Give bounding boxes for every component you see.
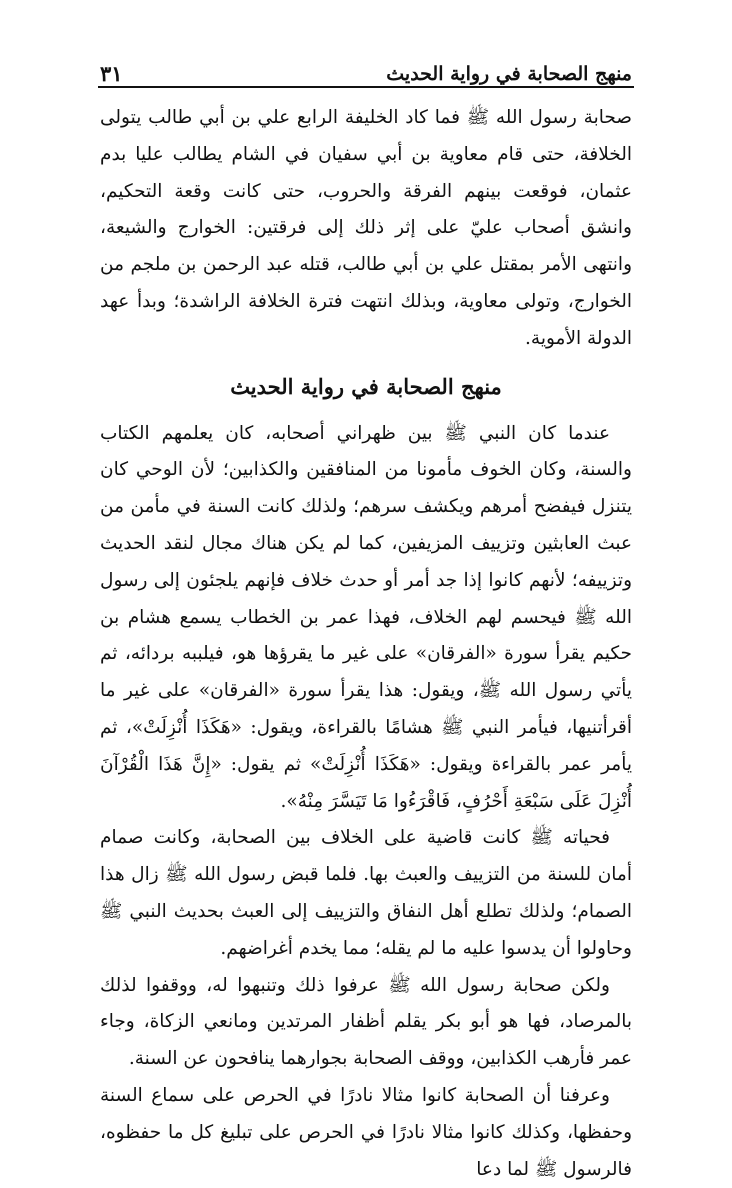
running-header-title: منهج الصحابة في رواية الحديث [386,63,632,85]
body-paragraph: صحابة رسول الله ﷺ فما كاد الخليفة الرابع علي بن أبي طالب يتولى الخلافة، حتى قام معاوية بن أبي سفيان في الشام يطالب عليا بدم عثمان، فوقعت بينهم الفرقة والحروب، حتى كانت وقعة التحكيم، وانشق أصحاب عليّ على إثر ذلك إلى فرقتين: الخوارج والشيعة، وانتهى الأمر بمقتل علي بن أبي طالب، قتله عبد الرحمن بن ملجم من الخوارج، وتولى معاوية، وبذلك انتهت فترة الخلافة الراشدة؛ وبدأ عهد الدولة الأموية. [100,107,632,349]
header-divider [98,86,634,88]
section-heading: منهج الصحابة في رواية الحديث [230,373,502,399]
running-header [100,50,632,84]
page-number: ٣١ [100,61,123,86]
page-body [100,100,632,1188]
body-paragraph: فحياته ﷺ كانت قاضية على الخلاف بين الصحابة، وكانت صمام أمان للسنة من التزييف والعبث بها. فلما قبض رسول الله ﷺ زال هذا الصمام؛ ولذلك تطلع أهل النفاق والتزييف إلى العبث بحديث النبي ﷺ وحاولوا أن يدسوا عليه ما لم يقله؛ مما يخدم أغراضهم. [100,827,632,959]
body-paragraph: وعرفنا أن الصحابة كانوا مثالا نادرًا في الحرص على سماع السنة وحفظها، وكذلك كانوا مثالا نادرًا في الحرص على تبليغ كل ما حفظوه، فالرسول ﷺ لما دعا [100,1084,632,1180]
body-paragraph: ولكن صحابة رسول الله ﷺ عرفوا ذلك وتنبهوا له، ووقفوا لذلك بالمرصاد، فها هو أبو بكر يقلم أظفار المرتدين ومانعي الزكاة، وجاء عمر فأرهب الكذابين، ووقف الصحابة بجوارهما ينافحون عن السنة. [100,974,632,1070]
body-paragraph: عندما كان النبي ﷺ بين ظهراني أصحابه، كان يعلمهم الكتاب والسنة، وكان الخوف مأمونا من المنافقين والكذابين؛ لأن الوحي كان يتنزل فيفضح أمرهم ويكشف سرهم؛ ولذلك كانت السنة في مأمن من عبث العابثين وتزييف المزيفين، كما لم يكن هناك مجال لنقد الحديث وتزييفه؛ لأنهم كانوا إذا جد أمر أو حدث خلاف فإنهم يلجئون إلى رسول الله ﷺ فيحسم لهم الخلاف، فهذا عمر بن الخطاب يسمع هشام بن حكيم يقرأ سورة «الفرقان» على غير ما يقرؤها هو، فيلببه بردائه، ثم يأتي رسول الله ﷺ، ويقول: هذا يقرأ سورة «الفرقان» على غير ما أقرأتنيها، فيأمر النبي ﷺ هشامًا بالقراءة، ويقول: «هَكَذَا أُنْزِلَتْ»، ثم يأمر عمر بالقراءة ويقول: «هَكَذَا أُنْزِلَتْ» ثم يقول: «إِنَّ هَذَا الْقُرْآنَ أُنْزِلَ عَلَى سَبْعَةِ أَحْرُفٍ، فَاقْرَءُوا مَا تَيَسَّرَ مِنْهُ». [100,422,632,812]
